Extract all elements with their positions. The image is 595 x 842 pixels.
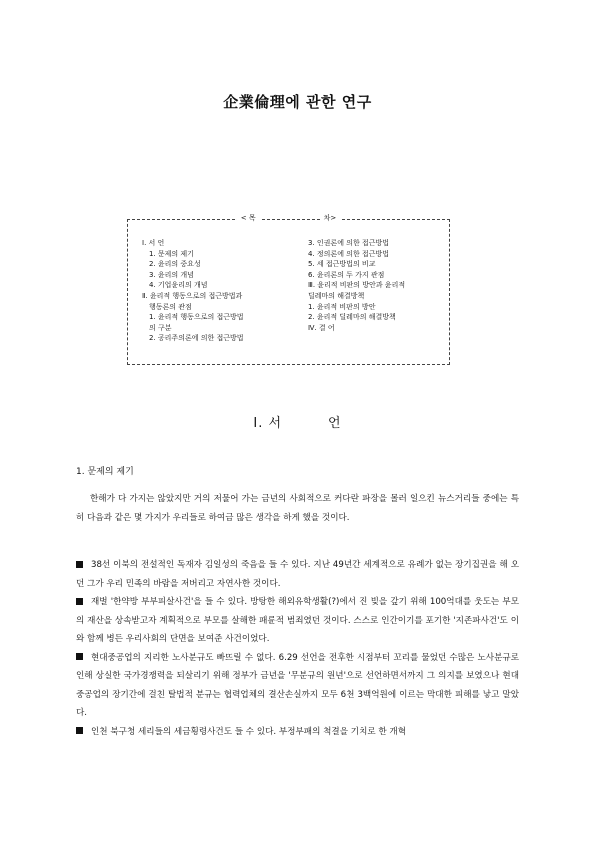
bullet-text: 재벌 '한약방 부부피살사건'을 들 수 있다. 방탕한 해외유학생활(?)에서 진 빚을 갚기 위해 100억대를 웃도는 부모의 재산을 상속받고자 계획적으로 부모를 살해한 패륜적 범죄였던 것이다. 스스로 인간이기를 포기한 '지존파사건'도 이와 함께 병든 우리사회의 단면을 보여준 사건이었다. [76, 597, 519, 644]
toc-item: 1. 문제의 제기 [149, 249, 194, 258]
toc-item: 4. 정의론에 의한 접근방법 [308, 249, 389, 258]
toc-right-column [308, 238, 405, 333]
toc-item: Ⅰ. 서 언 [142, 239, 165, 247]
toc-item: 3. 인권론에 의한 접근방법 [308, 239, 389, 247]
square-bullet-icon [76, 653, 83, 660]
square-bullet-icon [76, 561, 83, 568]
toc-item: 2. 공리주의론에 의한 접근방법 [149, 334, 244, 343]
intro-paragraph: 한해가 다 가지는 않았지만 거의 저물어 가는 금년의 사회적으로 커다란 파장을 몰러 일으킨 뉴스거리들 중에는 특히 다음과 같은 몇 가지가 우리들로 하여금 많은 생각을 하게 했을 것이다. [76, 494, 519, 523]
bullet-text: 현대중공업의 지리한 노사분규도 빠뜨릴 수 없다. 6.29 선언을 전후한 시점부터 꼬리를 물었던 수많은 노사분규로 인해 상실한 국가경쟁력을 되살리기 위해 정부가 금년을 '무분규의 원년'으로 선언하면서까지 그 의지를 보였으나 현대중공업의 장기간에 걸친 탈법적 분규는 협력업체의 결산손실까지 모두 6천 3백억원에 이르는 막대한 피해를 낳고 말았다. [76, 652, 519, 718]
section-numeral: Ⅰ. 서 [253, 416, 283, 431]
bullet-text: 38선 이북의 전설적인 독재자 김일성의 죽음을 들 수 있다. 지난 49년간 세계적으로 유례가 없는 장기집권을 해 오던 그가 우리 민족의 바람을 저버리고 자연사한 것이다. [76, 560, 519, 589]
document-title: 企業倫理에 관한 연구 [223, 93, 372, 111]
bullet-item [76, 556, 519, 593]
toc-item: 1. 윤리적 비판의 방안 [308, 302, 376, 311]
toc-heading-right: 차> [320, 214, 341, 222]
toc-heading [128, 213, 449, 223]
toc-item: 1. 윤리적 행동으로의 접근방법 [149, 313, 244, 322]
square-bullet-icon [76, 598, 83, 605]
subheading: 1. 문제의 제기 [76, 467, 134, 477]
toc-heading-left: < 목 [237, 214, 260, 222]
toc-item: Ⅱ. 윤리적 행동으로의 접근방법과 [142, 291, 243, 300]
bullet-text: 인천 북구청 세리들의 세금횡령사건도 들 수 있다. 부정부패의 척결을 기치로 한 개혁 [91, 726, 407, 737]
toc-item: 5. 세 접근방법의 비교 [308, 260, 376, 269]
toc-item: 3. 윤리의 개념 [149, 270, 194, 279]
toc-left-column [142, 238, 244, 344]
square-bullet-icon [76, 727, 83, 734]
bullet-item [76, 593, 519, 649]
section-title [0, 412, 595, 431]
toc-item: Ⅲ. 윤리적 비판의 방안과 윤리적 [308, 281, 406, 290]
toc-item: 4. 기업윤리의 개념 [149, 281, 208, 290]
toc-item: 2. 윤리의 중요성 [149, 260, 201, 269]
bullet-item [76, 649, 519, 723]
toc-item: 2. 윤리적 딜레마의 해결방책 [308, 313, 396, 322]
toc-item: Ⅳ. 결 어 [308, 323, 335, 332]
bullet-item [76, 723, 519, 742]
section-word: 언 [328, 416, 342, 431]
toc-item: 6. 윤리론의 두 가지 관점 [308, 270, 385, 279]
toc-item: 행동론의 관점 [149, 302, 192, 311]
toc-item: 딜레마의 해결방책 [308, 291, 365, 300]
bullet-list [76, 556, 519, 741]
toc-item: 의 구분 [149, 323, 172, 332]
table-of-contents [127, 214, 450, 365]
